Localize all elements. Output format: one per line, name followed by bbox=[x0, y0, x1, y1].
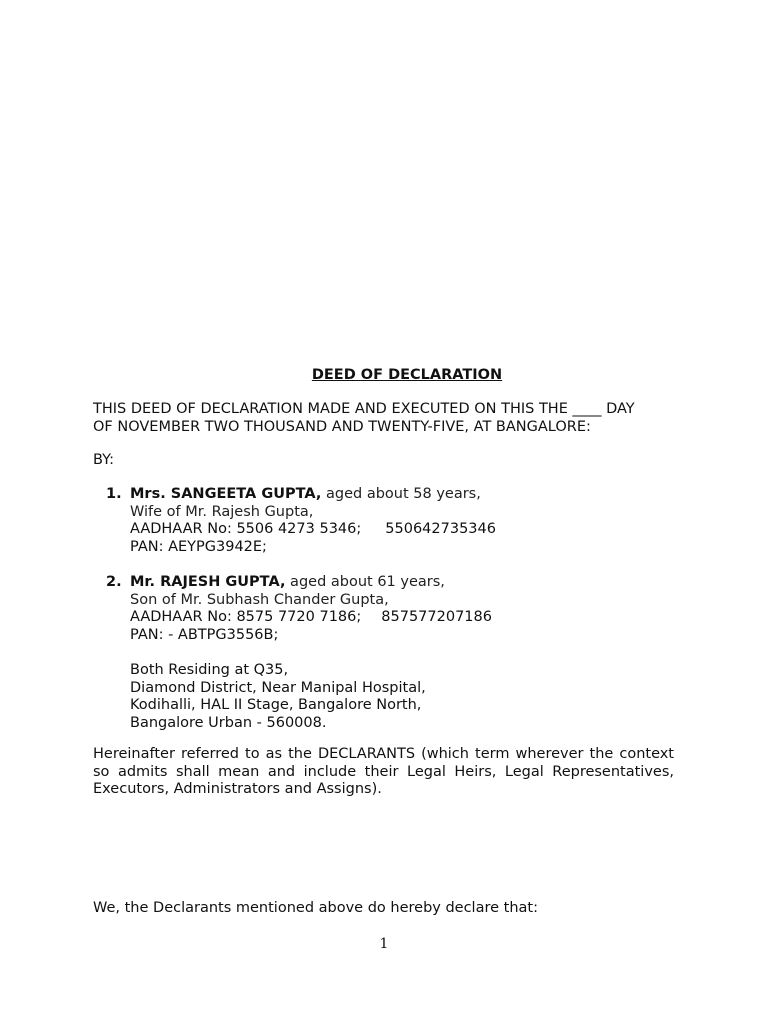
declarant-name-line bbox=[130, 574, 674, 592]
declarant-name-line bbox=[130, 486, 674, 504]
residence-address bbox=[130, 662, 690, 732]
declarant-1 bbox=[93, 486, 674, 556]
address-line: Kodihalli, HAL II Stage, Bangalore North, bbox=[130, 697, 422, 713]
hereinafter-paragraph: Hereinafter referred to as the DECLARANTS (which term wherever the context so admits shall mean and include their Legal Heirs, Legal Representatives, Executors, Administrators and Assigns). bbox=[93, 746, 674, 797]
declarant-pan: PAN: AEYPG3942E; bbox=[130, 538, 267, 555]
aadhaar-plain: 550642735346 bbox=[385, 521, 496, 537]
declarant-number: 2. bbox=[106, 574, 122, 590]
aadhaar-formatted: AADHAAR No: 8575 7720 7186; bbox=[130, 609, 362, 625]
declarant-relation: Wife of Mr. Rajesh Gupta, bbox=[130, 503, 314, 520]
declarant-aadhaar bbox=[130, 609, 674, 627]
aadhaar-plain: 857577207186 bbox=[381, 609, 492, 625]
document-title: DEED OF DECLARATION bbox=[311, 367, 503, 383]
declarant-name: Mrs. SANGEETA GUPTA, bbox=[130, 486, 322, 502]
declarant-number: 1. bbox=[106, 486, 122, 502]
intro-paragraph bbox=[93, 401, 674, 436]
declaration-statement: We, the Declarants mentioned above do hereby declare that: bbox=[93, 900, 538, 916]
address-line: Bangalore Urban - 560008. bbox=[130, 714, 327, 731]
intro-line-1: THIS DEED OF DECLARATION MADE AND EXECUTED ON THIS THE ____ DAY bbox=[93, 401, 635, 417]
declarant-2 bbox=[93, 574, 674, 644]
declarant-name: Mr. RAJESH GUPTA, bbox=[130, 574, 286, 590]
declarant-aadhaar bbox=[130, 521, 674, 539]
declarant-age: aged about 61 years, bbox=[285, 574, 445, 590]
declarant-relation: Son of Mr. Subhash Chander Gupta, bbox=[130, 591, 389, 608]
address-line: Both Residing at Q35, bbox=[130, 662, 289, 678]
by-label: BY: bbox=[93, 452, 114, 468]
intro-line-2: OF NOVEMBER TWO THOUSAND AND TWENTY-FIVE, AT BANGALORE: bbox=[93, 418, 591, 435]
page-number: 1 bbox=[379, 936, 389, 952]
aadhaar-formatted: AADHAAR No: 5506 4273 5346; bbox=[130, 521, 362, 537]
address-line: Diamond District, Near Manipal Hospital, bbox=[130, 679, 426, 696]
declarant-pan: PAN: - ABTPG3556B; bbox=[130, 626, 279, 643]
declarant-age: aged about 58 years, bbox=[321, 486, 481, 502]
